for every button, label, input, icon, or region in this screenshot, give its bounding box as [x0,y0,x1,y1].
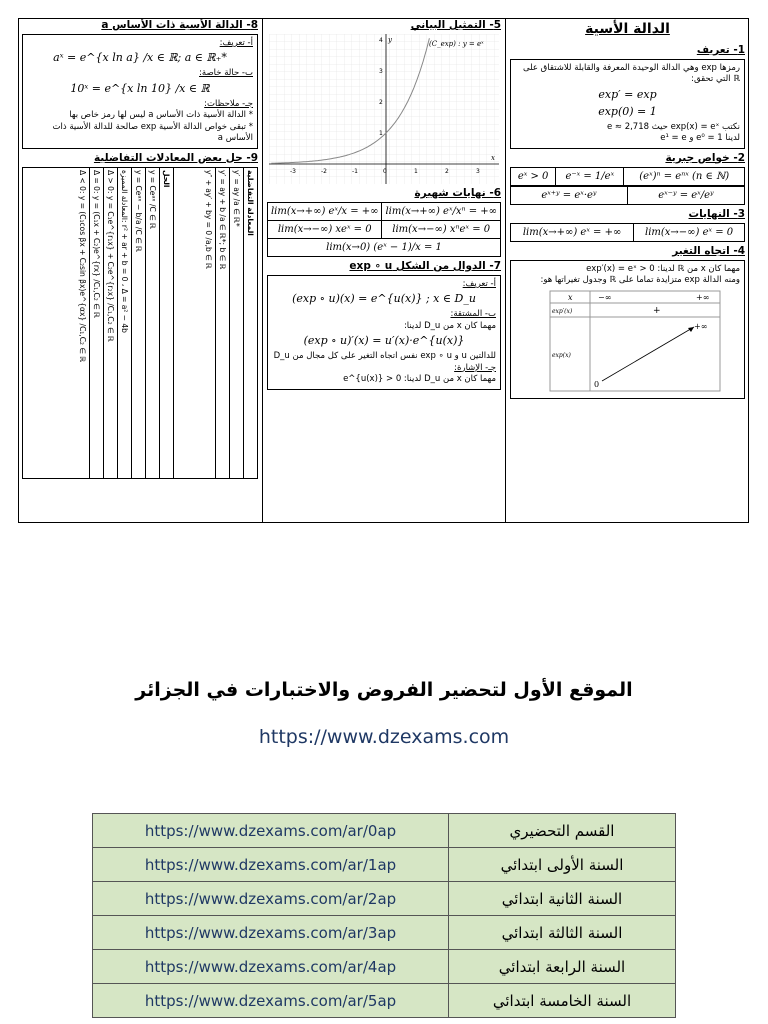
diffeq-eq-label: المعادلة التفاضلية [243,168,257,478]
y-tick-label: 2 [379,99,383,106]
base-a-def-math: aˣ = e^{x ln a} /x ∈ ℝ; a ∈ ℝ₊* [53,51,227,65]
sheet-title: الدالة الأسية [585,21,670,37]
base-a-special-head: ب- حالة خاصة: [199,68,253,79]
diffeq-sol-1: y = Ceᵃˣ /C ∈ ℝ [145,168,159,478]
level-link[interactable]: https://www.dzexams.com/ar/4ap [93,950,449,984]
limit-cell: lim(x→+∞) eˣ/x = +∞ [268,203,382,221]
y-axis-label: y [388,36,392,44]
composite-derivative-math: (exp ∘ u)′(x) = u′(x)·e^{u(x)} [303,334,465,348]
diffeq-eq-3: y″ + ay′ + by = 0 /a,b ∈ ℝ [204,169,213,269]
property-cell: eˣ⁻ʸ = eˣ/eʸ [627,186,744,204]
section-2-heading: 2- خواص جبرية [665,151,745,164]
composite-def-head: أ- تعريف: [462,279,496,289]
x-tick-label: -1 [352,168,358,175]
notation-text: نكتب exp(x) = eˣ حيث e ≈ 2,718 [606,121,740,132]
diffeq-char-eq: المعادلة المميزة: r² + ar + b = 0 ، Δ = a² − 4b [117,168,131,478]
variation-table [528,289,728,393]
diffeq-eq-1: y′ = ay /a ∈ ℝ* [229,168,243,478]
definition-eq-2: exp(0) = 1 [598,104,657,118]
base-a-note-1: * الدالة الأسية ذات الأساس a ليس لها رمز خاص بها [69,110,253,121]
diffeq-sol-label: الحل [159,168,173,478]
x-tick-label: 2 [445,168,449,175]
limit-cell: lim(x→+∞) eˣ = +∞ [511,223,634,241]
property-cell: eˣ > 0 [511,167,556,185]
limits-box [510,223,745,242]
limit-cell: lim(x→0) (eˣ − 1)/x = 1 [268,239,501,257]
column-left [18,18,263,523]
composite-box [267,275,501,390]
vt-zero: 0 [593,379,599,389]
increase-arrow [602,327,694,381]
table-row [93,916,676,950]
diffeq-sol-column [23,168,173,478]
vt-pinf: +∞ [695,292,709,302]
vt-derivative: exp′(x) [551,307,572,315]
diffeq-sol-3a: Δ > 0: y = C₁e^{r₁x} + C₂e^{r₂x} /C₁,C₂ ∈ ℝ [103,168,117,478]
section-6-heading: 6- نهايات شهيرة [414,187,501,199]
section-8-heading: 8- الدالة الأسية ذات الأساس a [101,19,258,31]
diffeq-table [22,167,258,479]
level-name: القسم التحضيري [449,814,676,848]
section-7-heading: 7- الدوال من الشكل exp ∘ u [349,260,501,272]
composite-sign-head: جـ- الإشارة: [454,362,496,373]
y-tick-label: 4 [379,37,383,44]
diffeq-sol-3b: Δ = 0: y = (C₁x + C₂)e^{rx} /C₁,C₂ ∈ ℝ [89,168,103,478]
vt-top: +∞ [693,321,707,331]
composite-sign-text: مهما كان x من D_u لدينا: e^{u(x)} > 0 [343,374,496,385]
level-name: السنة الخامسة ابتدائي [449,984,676,1018]
base-a-note-2: * تبقى خواص الدالة الأسية exp صالحة للدالة الأسية ذات الأساس a [52,121,253,144]
variation-text-2: ومنه الدالة exp متزايدة تماما على ℝ وجدول تغيراتها هو: [540,275,740,286]
promo-section [0,523,768,1024]
variation-text-1: مهما كان x من ℝ لدينا: exp′(x) = eˣ > 0 [586,263,740,274]
x-tick-label: 0 [383,168,387,175]
level-link[interactable]: https://www.dzexams.com/ar/2ap [93,882,449,916]
section-4-heading: 4- اتجاه التغير [672,244,745,257]
property-cell: (eˣ)ⁿ = eⁿˣ (n ∈ ℕ) [624,167,745,185]
definition-text: رمزها exp وهي الدالة الوحيدة المعرفة والقابلة للاشتقاق على ℝ التي تحقق: [523,63,740,85]
diffeq-sol-3c: Δ < 0: y = (C₁cos βx + C₂sin βx)e^{αx} /C₁,C₂ ∈ ℝ [77,169,87,362]
exp-graph-svg [269,34,499,184]
level-name: السنة الرابعة ابتدائي [449,950,676,984]
table-row [93,848,676,882]
limit-cell: lim(x→+∞) eˣ/xⁿ = +∞ [382,203,501,221]
diffeq-eq-column [173,168,257,478]
variation-box [510,260,745,399]
x-axis-label: x [491,154,495,162]
level-name: السنة الأولى ابتدائي [449,848,676,882]
level-name: السنة الثانية ابتدائي [449,882,676,916]
algebraic-properties [510,167,745,205]
composite-derivative-text: مهما كان x من D_u لدينا: [403,320,496,331]
column-right [506,18,749,523]
x-tick-label: 3 [476,168,480,175]
base-a-special-math: 10ˣ = e^{x ln 10} /x ∈ ℝ [70,81,210,95]
x-tick-label: -2 [321,168,327,175]
column-middle [263,18,506,523]
definition-eq-1: exp′ = exp [598,87,657,101]
curve-label: (C_exp) : y = eˣ [429,40,484,48]
x-tick-label: -3 [290,168,296,175]
famous-limits [267,202,501,257]
vt-sign: + [652,305,661,316]
section-9-heading: 9- حل بعض المعادلات التفاضلية [93,151,258,164]
exp-graph [269,34,499,184]
properties-table-2 [510,186,745,205]
diffeq-eq-2: y′ = ay + b /a ∈ ℝ*; b ∈ ℝ [215,168,229,478]
property-cell: eˣ⁺ʸ = eˣ·eʸ [511,186,628,204]
section-3-heading: 3- النهايات [688,207,745,220]
level-name: السنة الثالثة ابتدائي [449,916,676,950]
base-a-def-head: أ- تعريف: [219,38,253,48]
level-link[interactable]: https://www.dzexams.com/ar/0ap [93,814,449,848]
vt-minf: −∞ [597,292,611,302]
table-row [93,950,676,984]
limit-cell: lim(x→−∞) xⁿeˣ = 0 [382,221,501,239]
base-a-box [22,34,258,149]
section-1-heading: 1- تعريف [696,44,745,56]
famous-limits-table [267,202,501,257]
x-tick-label: 1 [414,168,418,175]
section-5-heading: 5- التمثيل البياني [410,19,501,31]
level-link[interactable]: https://www.dzexams.com/ar/3ap [93,916,449,950]
table-row [93,984,676,1018]
base-a-notes-head: جـ- ملاحظات: [204,98,253,109]
composite-derivative-head: ب- المشتقة: [450,309,496,320]
promo-url-link[interactable]: https://www.dzexams.com [258,726,510,748]
table-row [93,814,676,848]
y-tick-label: 1 [379,130,383,137]
links-table [92,813,676,1018]
level-link[interactable]: https://www.dzexams.com/ar/5ap [93,984,449,1018]
diffeq-sol-2: y = Ceᵃˣ − b/a /C ∈ ℝ [131,168,145,478]
definition-box [510,59,745,149]
property-cell: e⁻ˣ = 1/eˣ [556,167,624,185]
limit-cell: lim(x→−∞) eˣ = 0 [634,223,745,241]
table-row [93,882,676,916]
level-link[interactable]: https://www.dzexams.com/ar/1ap [93,848,449,882]
composite-note: للدالتين u و exp ∘ u نفس اتجاه التغير على كل مجال من D_u [273,351,496,362]
limit-cell: lim(x→−∞) xeˣ = 0 [268,221,382,239]
y-tick-label: 3 [379,68,383,75]
vt-function: exp(x) [551,351,571,359]
properties-table [510,167,745,186]
promo-title: الموقع الأول لتحضير الفروض والاختبارات في الجزائر [135,679,633,701]
special-values-text: لدينا e⁰ = 1 و e¹ = e [660,133,740,144]
limits-table [510,223,745,242]
composite-def-math: (exp ∘ u)(x) = e^{u(x)} ; x ∈ D_u [292,292,476,306]
vt-x: x [567,292,573,302]
